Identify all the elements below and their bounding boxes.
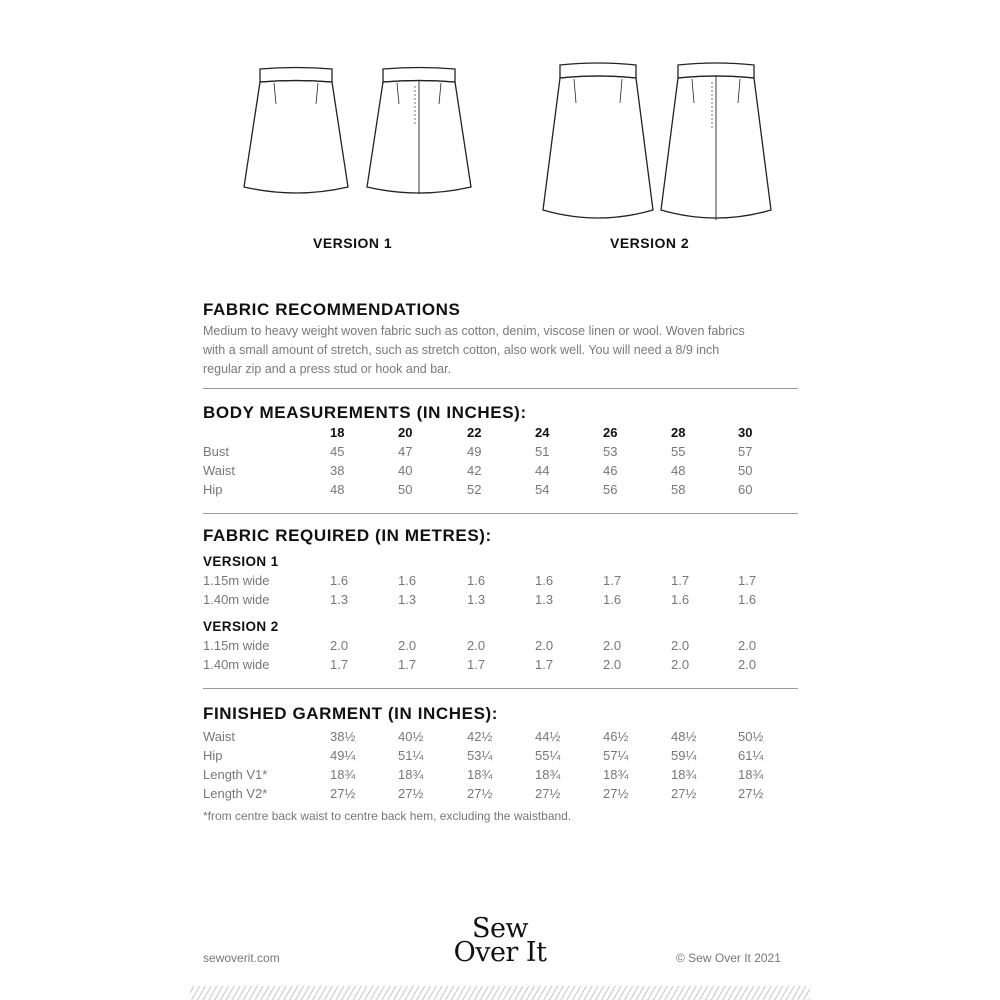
divider	[203, 688, 798, 689]
table-cell: 40	[398, 463, 413, 478]
fabric-recommendations-line-1: Medium to heavy weight woven fabric such as cotton, denim, viscose linen or wool. Woven fabrics	[203, 324, 745, 338]
fabric-v2-row-label: 1.15m wide	[203, 638, 270, 653]
table-cell: 53	[603, 444, 618, 459]
table-cell: 49¼	[330, 748, 356, 763]
table-cell: 59¼	[671, 748, 697, 763]
table-cell: 53¼	[467, 748, 493, 763]
table-cell: 61¼	[738, 748, 764, 763]
table-cell: 40½	[398, 729, 424, 744]
table-cell: 45	[330, 444, 345, 459]
table-cell: 2.0	[738, 638, 757, 653]
table-cell: 2.0	[535, 638, 554, 653]
table-cell: 1.7	[671, 573, 690, 588]
table-cell: 56	[603, 482, 618, 497]
skirt-v2-front-drawing	[540, 58, 656, 228]
finished-garment-footnote: *from centre back waist to centre back hem, excluding the waistband.	[203, 809, 572, 823]
finished-garment-row-label: Length V1*	[203, 767, 268, 782]
table-cell: 48	[330, 482, 345, 497]
table-cell: 1.3	[535, 592, 554, 607]
table-cell: 50½	[738, 729, 764, 744]
body-measurement-row-label: Hip	[203, 482, 223, 497]
table-cell: 2.0	[671, 638, 690, 653]
skirt-v1-front-drawing	[238, 64, 354, 200]
table-cell: 1.6	[330, 573, 349, 588]
table-cell: 54	[535, 482, 550, 497]
table-cell: 27½	[738, 786, 764, 801]
finished-garment-row-label: Hip	[203, 748, 223, 763]
table-cell: 1.7	[535, 657, 554, 672]
table-cell: 48	[671, 463, 686, 478]
table-cell: 1.7	[330, 657, 349, 672]
fabric-required-version-2-heading: VERSION 2	[203, 619, 279, 634]
logo-line-1: Sew	[471, 913, 529, 944]
version-2-label: VERSION 2	[610, 235, 690, 251]
table-cell: 27½	[398, 786, 424, 801]
table-cell: 42	[467, 463, 482, 478]
fabric-required-title: FABRIC REQUIRED (IN METRES):	[203, 526, 492, 545]
table-cell: 42½	[467, 729, 493, 744]
table-cell: 48½	[671, 729, 697, 744]
table-cell: 27½	[330, 786, 356, 801]
table-cell: 1.7	[738, 573, 757, 588]
table-cell: 27½	[603, 786, 629, 801]
size-24: 24	[535, 425, 550, 440]
table-cell: 1.6	[738, 592, 757, 607]
fabric-recommendations-line-3: regular zip and a press stud or hook and bar.	[203, 362, 452, 376]
table-cell: 1.6	[603, 592, 622, 607]
table-cell: 18¾	[535, 767, 561, 782]
version-1-label: VERSION 1	[313, 235, 393, 251]
table-cell: 2.0	[467, 638, 486, 653]
website-link[interactable]: sewoverit.com	[203, 951, 280, 965]
table-cell: 2.0	[398, 638, 417, 653]
table-cell: 38	[330, 463, 345, 478]
table-cell: 46½	[603, 729, 629, 744]
fabric-v1-row-label: 1.40m wide	[203, 592, 270, 607]
size-22: 22	[467, 425, 482, 440]
table-cell: 49	[467, 444, 482, 459]
size-18: 18	[330, 425, 345, 440]
fabric-v2-row-label: 1.40m wide	[203, 657, 270, 672]
fabric-recommendations-line-2: with a small amount of stretch, such as stretch cotton, also work well. You will need a 8/9 inch	[203, 343, 720, 357]
table-cell: 1.3	[330, 592, 349, 607]
table-cell: 57¼	[603, 748, 629, 763]
size-30: 30	[738, 425, 753, 440]
table-cell: 57	[738, 444, 753, 459]
table-cell: 55¼	[535, 748, 561, 763]
table-cell: 50	[738, 463, 753, 478]
table-cell: 1.6	[467, 573, 486, 588]
table-cell: 55	[671, 444, 686, 459]
finished-garment-title: FINISHED GARMENT (IN INCHES):	[203, 704, 499, 723]
table-cell: 18¾	[603, 767, 629, 782]
table-cell: 1.3	[467, 592, 486, 607]
finished-garment-row-label: Length V2*	[203, 786, 268, 801]
decorative-hatch-band	[190, 986, 810, 1000]
table-cell: 1.3	[398, 592, 417, 607]
copyright: © Sew Over It 2021	[676, 951, 781, 965]
table-cell: 46	[603, 463, 618, 478]
body-measurement-row-label: Waist	[203, 463, 236, 478]
table-cell: 2.0	[330, 638, 349, 653]
skirt-v1-back-drawing	[361, 64, 477, 200]
table-cell: 1.6	[535, 573, 554, 588]
table-cell: 52	[467, 482, 482, 497]
fabric-recommendations-title: FABRIC RECOMMENDATIONS	[203, 300, 461, 319]
size-26: 26	[603, 425, 618, 440]
table-cell: 27½	[535, 786, 561, 801]
skirt-v2-back-drawing	[658, 58, 774, 228]
table-cell: 27½	[467, 786, 493, 801]
table-cell: 2.0	[671, 657, 690, 672]
body-measurement-row-label: Bust	[203, 444, 230, 459]
divider	[203, 513, 798, 514]
fabric-required-version-1-heading: VERSION 1	[203, 554, 279, 569]
size-28: 28	[671, 425, 686, 440]
table-cell: 60	[738, 482, 753, 497]
finished-garment-row-label: Waist	[203, 729, 236, 744]
table-cell: 27½	[671, 786, 697, 801]
table-cell: 18¾	[671, 767, 697, 782]
sew-over-it-logo	[442, 913, 558, 968]
fabric-v1-row-label: 1.15m wide	[203, 573, 270, 588]
table-cell: 44	[535, 463, 550, 478]
body-measurements-title: BODY MEASUREMENTS (IN INCHES):	[203, 403, 527, 422]
table-cell: 2.0	[738, 657, 757, 672]
table-cell: 51	[535, 444, 550, 459]
table-cell: 1.7	[398, 657, 417, 672]
table-cell: 44½	[535, 729, 561, 744]
table-cell: 18¾	[398, 767, 424, 782]
table-cell: 38½	[330, 729, 356, 744]
size-20: 20	[398, 425, 413, 440]
table-cell: 18¾	[467, 767, 493, 782]
table-cell: 51¼	[398, 748, 424, 763]
table-cell: 58	[671, 482, 686, 497]
logo-line-2: Over It	[453, 937, 547, 968]
table-cell: 1.7	[467, 657, 486, 672]
table-cell: 18¾	[738, 767, 764, 782]
divider	[203, 388, 798, 389]
table-cell: 1.6	[671, 592, 690, 607]
table-cell: 18¾	[330, 767, 356, 782]
table-cell: 1.7	[603, 573, 622, 588]
table-cell: 2.0	[603, 657, 622, 672]
table-cell: 47	[398, 444, 413, 459]
table-cell: 1.6	[398, 573, 417, 588]
table-cell: 50	[398, 482, 413, 497]
table-cell: 2.0	[603, 638, 622, 653]
